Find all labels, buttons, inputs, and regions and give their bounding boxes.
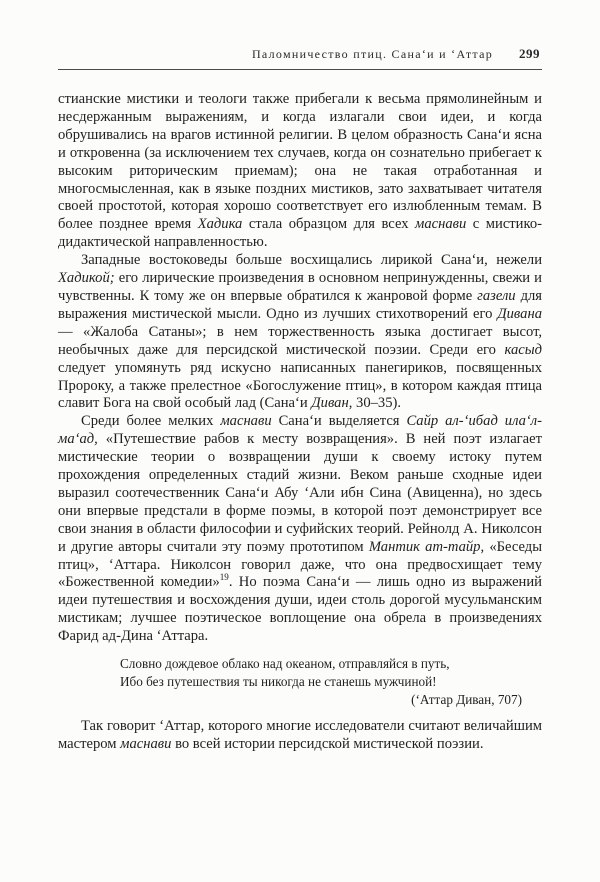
text-run: Среди более мелких	[81, 413, 221, 430]
page-number: 299	[519, 46, 540, 61]
text-run: Так говорит ‘Аттар, которого многие исследователи считают величайшим мастером	[58, 717, 542, 752]
italic-term: Хадика	[197, 216, 243, 233]
text-run: , 30–35).	[348, 395, 402, 412]
text-run: во всей истории персидской мистической поэзии.	[171, 735, 484, 752]
paragraph	[58, 413, 542, 646]
italic-term: маснави	[415, 216, 467, 233]
italic-term: маснави	[120, 735, 172, 752]
text-run: стианские мистики и теологи также прибегали к весьма прямолинейным и несдержанным выражениям, и когда излагали свои идеи, и когда обрушивались на врагов истинной религии. В целом образность Сана‘и ясна и откровенна (за исключением тех случаев, когда он сознательно прибегает к высоким риторическим приемам); она не такая отработанная и многосмысленная, как в языке поздних мистиков, зато захватывает читателя своей простотой, которая хорошо соответствует его излюбленным темам. В более позднее время	[58, 91, 542, 233]
verse-line: Ибо без путешествия ты никогда не станешь мужчиной!	[120, 673, 437, 689]
text-run: Сана‘и выделяется	[271, 413, 407, 430]
italic-term: маснави	[220, 413, 272, 430]
text-run: «Путешествие рабов к месту возвращения». В ней поэт излагает мистические теории о возвращении души к своему истоку путем прохождения определенных стадий жизни. Веком раньше сходные идеи выразил соотечественник Сана‘и Абу ‘Али ибн Сина (Авиценна), но здесь они впервые предстали в форме поэмы, в которой поэт демонстрирует все свои знания в области философии и суфийских теорий. Рейнолд А. Николсон и другие авторы считали эту поэму прототипом	[58, 431, 542, 555]
italic-term: Сайр ал-‘ибад ила‘л-ма‘ад,	[58, 413, 542, 448]
footnote-marker: 19	[219, 572, 229, 583]
text-run: с мистико-дидактической направленностью.	[58, 216, 542, 251]
text-run: для выражения мистической мысли. Одно из лучших стихотворений его	[58, 287, 542, 322]
text-run: «Беседы птиц», ‘Аттара. Николсон говорил даже, что она предвосхищает тему «Божественной комедии»	[58, 538, 543, 591]
italic-term: касыд	[504, 341, 542, 358]
verse-attribution: (‘Аттар Диван, 707)	[411, 692, 522, 708]
paragraph	[58, 252, 542, 413]
italic-term: Диван	[311, 395, 349, 412]
running-title: Паломничество птиц. Сана‘и и ‘Аттар	[251, 47, 493, 61]
text-run: стала образцом для всех	[242, 216, 416, 233]
text-run: следует упомянуть ряд искусно написанных панегириков, посвященных Пророку, а также прелестное «Богослужение птиц», в котором каждая птица славит Бога на свой особый лад (Сана‘и	[58, 359, 542, 412]
verse-line: Словно дождевое облако над океаном, отправляйся в путь,	[120, 656, 450, 672]
header-rule	[58, 69, 542, 70]
text-run: его лирические произведения в основном непринужденны, свежи и чувственны. К тому же он впервые обратился к жанровой форме	[58, 270, 542, 304]
text-run: Западные востоковеды больше восхищались лирикой Сана‘и, нежели	[81, 252, 542, 269]
italic-term: Дивана	[497, 305, 542, 322]
body-blocks	[58, 91, 542, 754]
italic-term: Хадикой;	[58, 270, 115, 287]
paragraph	[58, 718, 542, 754]
paragraph	[58, 91, 542, 252]
italic-term: Мантик ат-тайр,	[368, 538, 485, 555]
italic-term: газели	[477, 287, 516, 304]
verse-block	[120, 655, 522, 709]
page-header	[58, 46, 542, 69]
text-run: . Но поэма Сана‘и — лишь одно из выражений идеи путешествия и восхождения души, идеи столь дорогой мусульманским мистикам; лучшее поэтическое воплощение она обрела в произведениях Фарид ад-Дина ‘Аттара.	[58, 574, 542, 645]
text-run: — «Жалоба Сатаны»; в нем торжественность языка достигает высот, необычных даже для персидской мистической поэзии. Среди его	[58, 323, 542, 358]
